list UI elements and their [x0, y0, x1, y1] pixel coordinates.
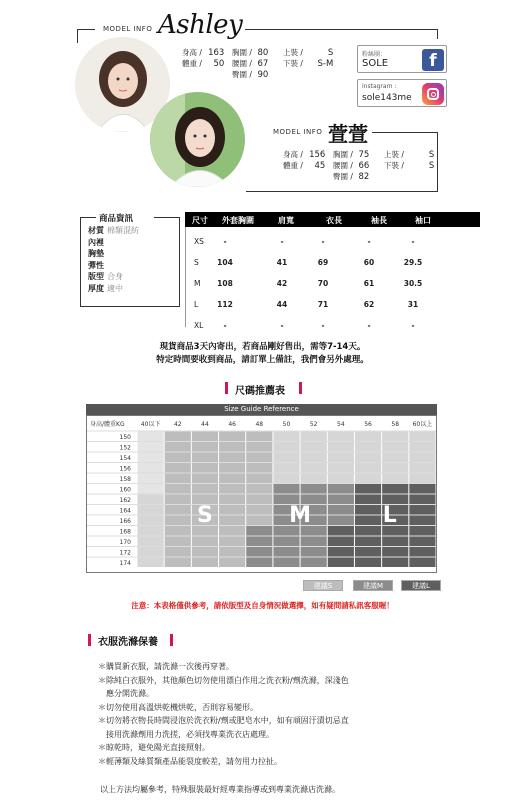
m2-waist-label: 腰圍: [333, 161, 348, 170]
grid-cell: [355, 495, 381, 505]
grid-cell: [328, 484, 354, 494]
shipping-notice-line2: 特定時間要收到商品，請訂單上備註，我們會另外處理。: [156, 355, 369, 365]
grid-cell: [409, 526, 435, 536]
product-info-value: 棉類混紡: [107, 226, 139, 235]
weight-tick: 54: [337, 421, 345, 428]
size-table-header: [185, 212, 480, 227]
section-marker-right: [299, 382, 302, 394]
m1-top-label: 上裝: [283, 48, 298, 57]
size-cell: 104: [217, 258, 233, 267]
grid-cell: [355, 442, 381, 452]
grid-cell: [219, 463, 245, 473]
m1-waist-value: 67: [257, 59, 269, 69]
legend-item: 建議S: [303, 580, 343, 591]
care-section-title: 衣服洗滌保養: [98, 637, 158, 648]
m1-hip-label: 臀圍: [232, 70, 247, 79]
grid-cell: [328, 558, 354, 568]
m2-bottom-value: S: [428, 161, 435, 171]
shipping-notice-line1: 現貨商品3天內寄出，若商品剛好售出，需等7-14天。: [159, 342, 366, 352]
grid-cell: [192, 442, 218, 452]
grid-cell: [382, 547, 408, 557]
grid-cell: [192, 547, 218, 557]
grid-cell: [355, 432, 381, 442]
size-cell: 44: [276, 300, 288, 309]
size-cell: -: [321, 237, 325, 246]
height-tick: 168: [119, 528, 131, 536]
size-header-3: 衣長: [326, 216, 342, 225]
grid-cell: [409, 432, 435, 442]
model2-name: 萱萱: [328, 122, 368, 146]
m1-top-value: S: [327, 48, 334, 58]
m1-bottom-label: 下裝: [283, 59, 298, 68]
size-cell: 108: [217, 279, 233, 288]
size-header-1: 外套胸圍: [222, 216, 254, 225]
grid-cell: [192, 463, 218, 473]
weight-tick: 50: [282, 421, 291, 428]
grid-cell: [409, 558, 435, 568]
grid-cell: [382, 474, 408, 484]
size-row-label: XS: [194, 237, 204, 246]
height-tick: 160: [119, 486, 131, 494]
grid-cell: [328, 547, 354, 557]
grid-cell: [301, 537, 327, 547]
grid-cell: [355, 484, 381, 494]
corner-label: 身高/體重KG: [90, 421, 125, 428]
m1-height-value: 163: [208, 48, 225, 58]
instagram-box[interactable]: [357, 79, 447, 107]
legend-item: 建議M: [353, 580, 393, 591]
grid-cell: [246, 453, 272, 463]
height-tick: 166: [119, 518, 131, 525]
product-info-title: 商品資訊: [99, 214, 134, 224]
size-cell: 69: [317, 258, 329, 267]
m2-weight-value: 45: [314, 161, 326, 171]
care-item: ＊輕薄類及絲質類產品能裂度較差，請勿用力拉扯。: [98, 756, 282, 766]
grid-cell: [138, 432, 164, 442]
size-chart-warning: 注意：本表格僅供參考，請依版型及自身情況做選擇，如有疑問請私訊客服喔！: [131, 601, 394, 610]
grid-cell: [165, 495, 191, 505]
grid-cell: [246, 558, 272, 568]
grid-cell: [355, 474, 381, 484]
grid-cell: [219, 526, 245, 536]
grid-cell: [273, 442, 299, 452]
grid-cell: [138, 484, 164, 494]
grid-cell: [382, 442, 408, 452]
grid-cell: [273, 484, 299, 494]
grid-cell: [246, 547, 272, 557]
grid-cell: [246, 505, 272, 515]
grid-cell: [219, 442, 245, 452]
grid-cell: [219, 432, 245, 442]
size-cell: -: [280, 237, 284, 246]
size-cell: 42: [276, 279, 288, 288]
model2-photo: [150, 92, 245, 187]
grid-cell: [219, 537, 245, 547]
grid-cell: [355, 547, 381, 557]
grid-cell: [273, 474, 299, 484]
grid-cell: [409, 453, 435, 463]
product-info-row: [88, 283, 123, 294]
product-info-label: 材質: [88, 226, 104, 235]
care-item: ＊購買新衣服，請洗滌一次後再穿著。: [98, 662, 234, 671]
grid-cell: [219, 484, 245, 494]
size-cell: -: [321, 321, 325, 330]
grid-cell: [273, 547, 299, 557]
grid-cell: [219, 453, 245, 463]
grid-cell: [138, 463, 164, 473]
grid-cell: [192, 558, 218, 568]
product-info-label: 版型: [88, 272, 104, 281]
grid-cell: [192, 432, 218, 442]
grid-cell: [409, 547, 435, 557]
zone-letter: S: [197, 503, 213, 528]
m2-height-label: 身高: [283, 150, 298, 159]
grid-cell: [246, 463, 272, 473]
size-cell: 71: [317, 300, 329, 309]
m2-top-label: 上裝: [384, 150, 399, 159]
grid-cell: [138, 537, 164, 547]
grid-cell: [165, 516, 191, 526]
grid-cell: [246, 442, 272, 452]
care-marker-right: [170, 634, 173, 646]
grid-cell: [138, 558, 164, 568]
grid-cell: [165, 526, 191, 536]
grid-cell: [328, 505, 354, 515]
m1-weight-label: 體重: [182, 59, 197, 68]
model1-name: Ashley: [158, 10, 243, 40]
m1-weight-value: 50: [213, 59, 225, 69]
size-header-5: 袖口: [415, 216, 431, 225]
fans-label: 粉絲團：: [362, 51, 387, 58]
grid-cell: [409, 474, 435, 484]
grid-cell: [246, 474, 272, 484]
m2-height-value: 156: [309, 150, 326, 160]
size-cell: 62: [363, 300, 375, 309]
weight-tick: 60以上: [412, 421, 433, 428]
product-info-label: 厚度: [88, 283, 104, 293]
grid-cell: [355, 558, 381, 568]
m2-hip-label: 臀圍: [333, 172, 348, 181]
height-tick: 156: [119, 465, 131, 473]
m1-waist-label: 腰圍: [232, 59, 247, 68]
grid-cell: [192, 474, 218, 484]
care-item: ＊切勿使用高溫烘乾機烘乾，否則容易變形。: [98, 702, 258, 712]
care-item: ＊晾乾時，避免陽光直接照射。: [98, 743, 210, 752]
grid-cell: [301, 474, 327, 484]
grid-cell: [301, 432, 327, 442]
m2-weight-label: 體重: [283, 161, 298, 170]
zone-letter: M: [289, 503, 312, 528]
grid-cell: [409, 495, 435, 505]
size-cell: -: [223, 237, 227, 246]
m1-bottom-value: S-M: [317, 59, 334, 69]
grid-cell: [165, 537, 191, 547]
size-cell: 60: [363, 258, 375, 267]
product-info-row: [88, 260, 107, 271]
grid-cell: [246, 432, 272, 442]
m2-bottom-label: 下裝: [384, 161, 399, 170]
grid-cell: [328, 495, 354, 505]
grid-cell: [382, 453, 408, 463]
grid-cell: [328, 537, 354, 547]
grid-cell: [246, 526, 272, 536]
weight-tick: 56: [364, 421, 372, 428]
product-info-value: 適中: [107, 283, 123, 293]
grid-cell: [355, 453, 381, 463]
grid-cell: [165, 432, 191, 442]
ig-label: instagram :: [362, 83, 397, 90]
instagram-icon: [422, 83, 444, 105]
size-row-label: L: [194, 300, 199, 309]
grid-cell: [328, 474, 354, 484]
grid-cell: [355, 463, 381, 473]
grid-cell: [138, 526, 164, 536]
grid-cell: [165, 558, 191, 568]
model1-section-label: MODEL INFO: [103, 25, 153, 33]
size-row-label: S: [194, 258, 199, 267]
m2-bust-value: 75: [358, 150, 370, 160]
grid-cell: [273, 432, 299, 442]
size-guide-title-bar: Size Guide Reference: [86, 404, 437, 415]
height-tick: 170: [119, 539, 131, 546]
section-marker-left: [225, 382, 228, 394]
grid-cell: [165, 453, 191, 463]
grid-cell: [301, 547, 327, 557]
grid-cell: [273, 453, 299, 463]
weight-tick: 46: [228, 421, 236, 428]
grid-cell: [409, 516, 435, 526]
size-cell: 112: [217, 300, 233, 309]
grid-cell: [382, 558, 408, 568]
m2-top-value: S: [428, 150, 435, 160]
grid-cell: [138, 505, 164, 515]
grid-cell: [409, 463, 435, 473]
height-tick: 154: [119, 455, 131, 462]
size-cell: -: [367, 321, 371, 330]
grid-cell: [409, 442, 435, 452]
m2-bust-label: 胸圍: [333, 150, 348, 159]
product-info-row: [88, 248, 107, 259]
grid-cell: [409, 505, 435, 515]
size-row-label: XL: [194, 321, 204, 330]
grid-cell: [301, 558, 327, 568]
ig-value: sole143me: [362, 93, 412, 103]
size-header-4: 袖長: [371, 216, 387, 225]
grid-cell: [138, 547, 164, 557]
height-tick: 152: [119, 444, 131, 452]
fans-page-box[interactable]: [357, 45, 447, 73]
size-header-0: 尺寸: [192, 216, 208, 225]
grid-cell: [328, 432, 354, 442]
m2-hip-value: 82: [358, 172, 370, 182]
weight-tick: 44: [201, 421, 209, 428]
grid-cell: [165, 547, 191, 557]
grid-cell: [355, 537, 381, 547]
grid-cell: [328, 516, 354, 526]
care-item: ＊切勿將衣物長時間浸泡於洗衣粉/劑或肥皂水中，如有頑固汙漬切忌直: [98, 716, 349, 725]
grid-cell: [301, 484, 327, 494]
m1-bust-label: 胸圍: [232, 48, 247, 57]
weight-tick: 58: [391, 421, 400, 428]
grid-cell: [138, 474, 164, 484]
grid-cell: [355, 526, 381, 536]
product-info-row: [88, 237, 107, 248]
size-cell: 61: [363, 279, 375, 288]
size-cell: -: [223, 321, 227, 330]
facebook-icon: f: [422, 49, 444, 71]
grid-cell: [409, 484, 435, 494]
grid-cell: [219, 505, 245, 515]
legend-item: 建議L: [401, 580, 441, 591]
grid-cell: [328, 526, 354, 536]
grid-cell: [328, 463, 354, 473]
care-footer: 以上方法均屬參考，特殊服裝最好經專業指導或到專業洗滌店洗滌。: [100, 785, 340, 794]
grid-cell: [138, 516, 164, 526]
grid-cell: [382, 432, 408, 442]
grid-cell: [165, 505, 191, 515]
product-info-row: [88, 225, 139, 236]
size-chart-section-title: 尺碼推薦表: [235, 386, 285, 397]
grid-cell: [138, 495, 164, 505]
grid-cell: [301, 453, 327, 463]
grid-cell: [246, 516, 272, 526]
size-cell: -: [280, 321, 284, 330]
product-info-label: 胸墊: [88, 249, 104, 258]
grid-cell: [409, 537, 435, 547]
grid-cell: [192, 453, 218, 463]
product-info-row: [88, 271, 123, 282]
grid-cell: [301, 463, 327, 473]
grid-cell: [246, 495, 272, 505]
grid-cell: [328, 453, 354, 463]
height-tick: 150: [119, 434, 131, 441]
grid-cell: [382, 484, 408, 494]
grid-cell: [273, 463, 299, 473]
size-guide-grid: [87, 416, 436, 572]
size-cell: -: [411, 321, 415, 330]
height-tick: 172: [119, 549, 131, 557]
care-item: 應分開洗滌。: [98, 689, 154, 698]
grid-cell: [301, 442, 327, 452]
grid-cell: [219, 474, 245, 484]
weight-tick: 42: [173, 421, 182, 428]
weight-tick: 48: [255, 421, 264, 428]
height-tick: 162: [119, 497, 131, 504]
m1-hip-value: 90: [257, 70, 269, 80]
grid-cell: [246, 537, 272, 547]
weight-tick: 52: [309, 421, 318, 428]
grid-cell: [382, 463, 408, 473]
care-item: ＊除純白衣服外，其他顏色切勿使用漂白作用之洗衣粉/劑洗滌，深淺色: [98, 675, 349, 685]
weight-tick: 40以下: [140, 421, 161, 428]
m2-waist-value: 66: [358, 161, 370, 171]
height-tick: 158: [119, 476, 131, 483]
m1-height-label: 身高: [182, 48, 197, 57]
grid-cell: [219, 495, 245, 505]
model2-section-label: MODEL INFO: [273, 128, 323, 136]
care-marker-left: [88, 634, 91, 646]
grid-cell: [219, 558, 245, 568]
grid-cell: [273, 558, 299, 568]
grid-cell: [328, 442, 354, 452]
care-item: 接用洗滌劑用力洗搓，必須找專業洗衣店處理。: [98, 729, 274, 739]
product-info-value: 合身: [107, 272, 123, 281]
grid-cell: [165, 463, 191, 473]
size-cell: 30.5: [403, 279, 423, 288]
grid-cell: [165, 442, 191, 452]
grid-cell: [138, 453, 164, 463]
m1-bust-value: 80: [257, 48, 269, 58]
grid-cell: [192, 537, 218, 547]
grid-cell: [165, 474, 191, 484]
product-info-label: 內裡: [88, 237, 104, 247]
grid-cell: [355, 516, 381, 526]
grid-cell: [382, 537, 408, 547]
fans-value: SOLE: [362, 58, 389, 69]
grid-cell: [273, 537, 299, 547]
grid-cell: [192, 484, 218, 494]
size-cell: 41: [276, 258, 288, 267]
size-cell: -: [411, 237, 415, 246]
size-cell: 70: [317, 279, 329, 288]
grid-cell: [219, 516, 245, 526]
size-cell: -: [367, 237, 371, 246]
size-row-label: M: [194, 279, 201, 288]
grid-cell: [355, 505, 381, 515]
size-cell: 31: [407, 300, 419, 309]
product-info-label: 彈性: [88, 260, 104, 270]
height-tick: 174: [119, 560, 131, 567]
grid-cell: [246, 484, 272, 494]
height-tick: 164: [119, 507, 131, 515]
grid-cell: [165, 484, 191, 494]
zone-letter: L: [382, 503, 397, 528]
size-header-2: 肩寬: [278, 216, 294, 225]
size-cell: 29.5: [403, 258, 423, 267]
grid-cell: [138, 442, 164, 452]
grid-cell: [219, 547, 245, 557]
